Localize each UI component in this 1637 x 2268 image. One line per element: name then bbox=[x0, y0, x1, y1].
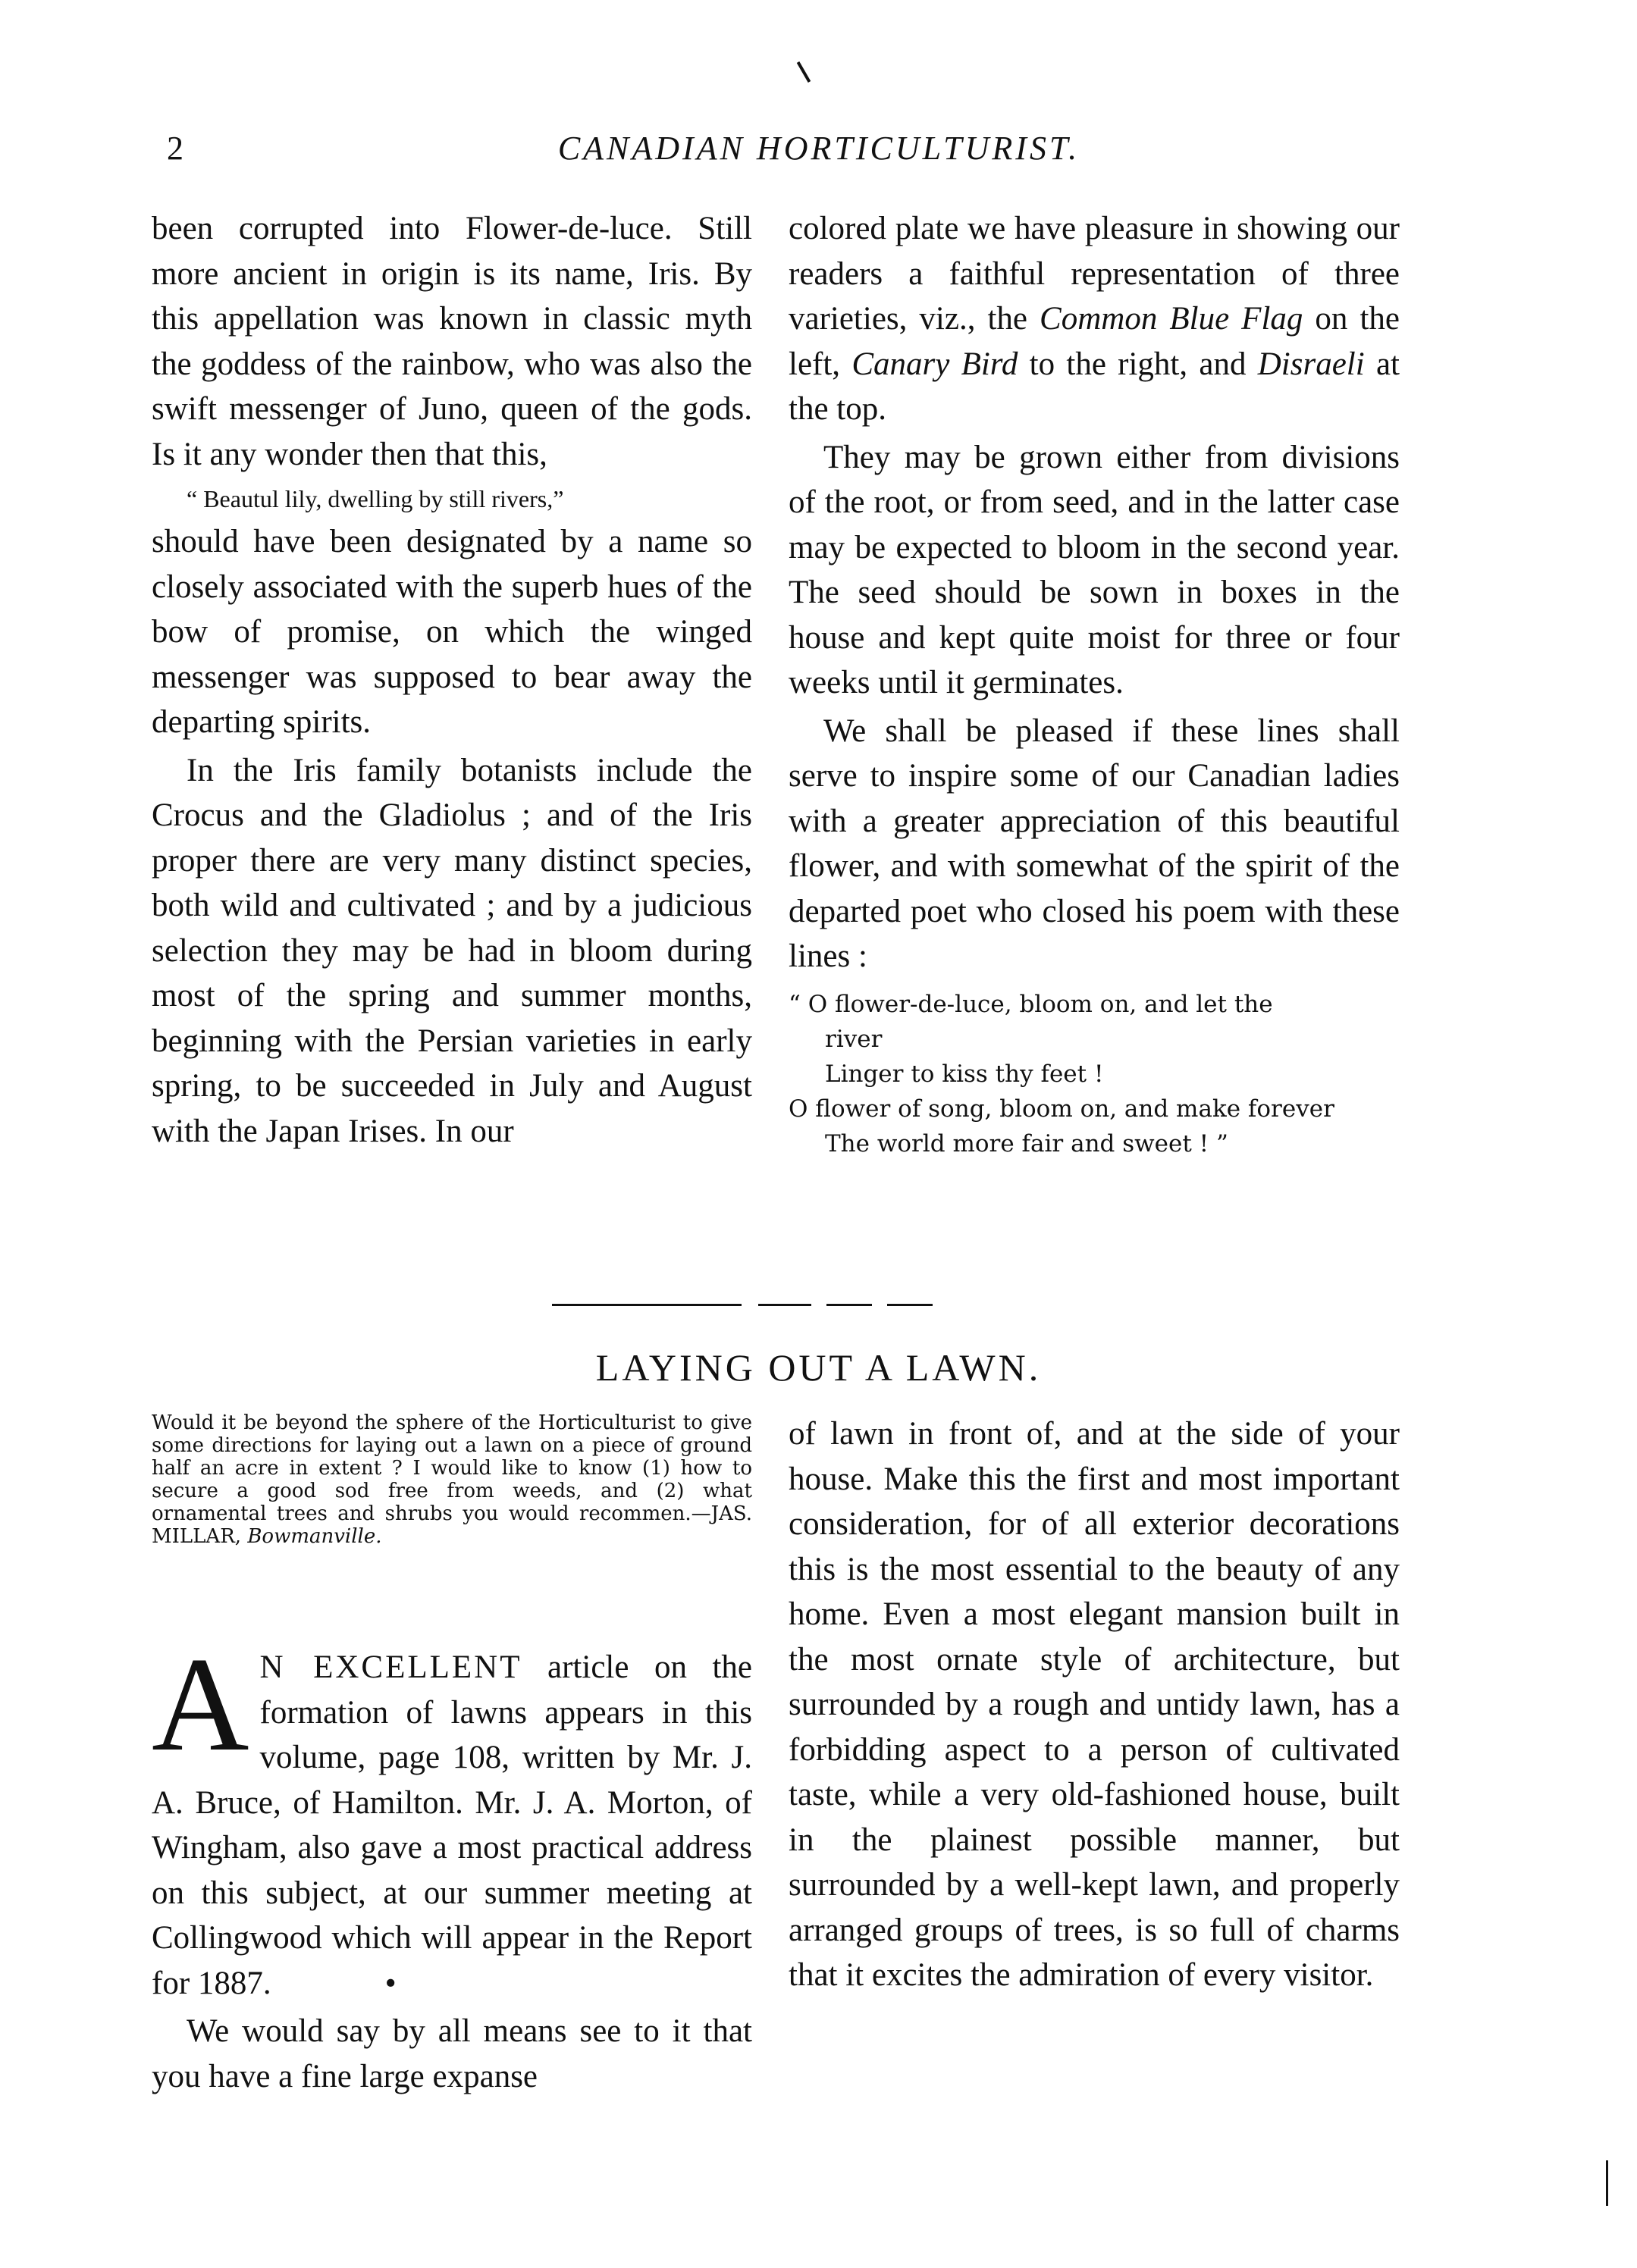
text-run: on the left, bbox=[789, 301, 1400, 382]
poem-line: Linger to kiss thy feet ! bbox=[825, 1060, 1104, 1088]
ink-speck bbox=[1606, 2160, 1608, 2206]
variety-name: Disraeli bbox=[1257, 346, 1365, 382]
text-run: at the top. bbox=[789, 346, 1400, 427]
poem-line: O flower of song, bloom on, and make forever bbox=[789, 1095, 1334, 1123]
letter-place: Bowmanville. bbox=[247, 1525, 382, 1548]
text-run: colored plate we have pleasure in showing our readers a faithful representation of three varieties, viz., the bbox=[789, 211, 1400, 337]
text-run: to the right, and bbox=[1018, 346, 1258, 382]
paragraph: We would say by all means see to it that you have a fine large expanse bbox=[152, 2013, 752, 2094]
text-run: article on the formation of lawns appears in this volume, page 108, written by Mr. J. A. Bruce, of Hamilton. Mr. J. A. Morton, of Wingham, also gave a most practical address on this subject, at our summer meeting at Collingwood which will appear in the Report for 1887. bbox=[152, 1649, 752, 2001]
poem bbox=[789, 987, 1400, 1161]
section-divider bbox=[552, 1304, 742, 1306]
poem-line: river bbox=[825, 1025, 883, 1053]
running-head: CANADIAN HORTICULTURIST. bbox=[557, 130, 1080, 167]
variety-name: Common Blue Flag bbox=[1040, 301, 1303, 337]
section-divider bbox=[887, 1304, 933, 1306]
poem-line: “ O flower-de-luce, bloom on, and let the bbox=[789, 990, 1273, 1018]
lead-words: N EXCELLENT bbox=[259, 1649, 522, 1685]
column-bottom-right bbox=[789, 1411, 1400, 1998]
section-divider bbox=[758, 1304, 811, 1306]
section-divider bbox=[826, 1304, 872, 1306]
column-top-right bbox=[789, 206, 1400, 1161]
poem-line: The world more fair and sweet ! ” bbox=[825, 1129, 1228, 1157]
letter-text: Would it be beyond the sphere of the Horticulturist to give some directions for laying out a lawn on a piece of ground half an acre in extent ? I would like to know (1) how to secure a good sod free from weeds, and (2) what ornamental trees and shrubs you would recommen.—JAS. MILLAR, bbox=[152, 1411, 752, 1548]
paragraph: should have been designated by a name so closely associated with the superb hues of the bow of promise, on which the winged messenger was supposed to bear away the departing spirits. bbox=[152, 524, 752, 740]
paragraph bbox=[789, 206, 1400, 432]
column-bottom-left bbox=[152, 1629, 752, 2099]
section-title: LAYING OUT A LAWN. bbox=[595, 1346, 1042, 1389]
paragraph: of lawn in front of, and at the side of your house. Make this the first and most important consideration, for of all exterior decorations this is the most essential to the beauty of any home. Even a most elegant mansion built in the most ornate style of architecture, but surrounded by a rough and untidy lawn, has a forbidding aspect to a person of cultivated taste, while a very old-fashioned house, built in the plainest possible manner, but surrounded by a well-kept lawn, and properly arranged groups of trees, is so full of charms that it excites the admiration of every visitor. bbox=[789, 1416, 1400, 1993]
variety-name: Canary Bird bbox=[851, 346, 1018, 382]
paragraph: They may be grown either from divisions of the root, or from seed, and in the latter case may be expected to bloom in the second year. The seed should be sown in boxes in the house and kept quite moist for three or four weeks until it germinates. bbox=[789, 439, 1400, 700]
page-number: 2 bbox=[167, 130, 183, 167]
reader-letter bbox=[152, 1411, 752, 1548]
column-top-left bbox=[152, 206, 752, 1154]
paragraph: been corrupted into Flower-de-luce. Still more ancient in origin is its name, Iris. By this appellation was known in classic myth the goddess of the rainbow, who was also the swift messenger of Juno, queen of the gods. Is it any wonder then that this, bbox=[152, 211, 752, 472]
page-header bbox=[152, 129, 1486, 174]
quotation: “ Beautul lily, dwelling by still rivers,” bbox=[187, 485, 564, 512]
paragraph: In the Iris family botanists include the Crocus and the Gladiolus ; and of the Iris proper there are very many distinct species, both wild and cultivated ; and by a judicious selection they may be had in bloom during most of the spring and summer months, beginning with the Persian varieties in early spring, to be succeeded in July and August with the Japan Irises. In our bbox=[152, 752, 752, 1149]
paragraph bbox=[152, 1629, 752, 2006]
paragraph: We shall be pleased if these lines shall serve to inspire some of our Canadian ladies with a greater appreciation of this beautiful flower, and with somewhat of the spirit of the departed poet who closed his poem with these lines : bbox=[789, 713, 1400, 974]
drop-cap: A bbox=[152, 1629, 249, 1779]
stray-dot: • bbox=[384, 1965, 397, 2001]
ink-speck bbox=[797, 61, 811, 83]
